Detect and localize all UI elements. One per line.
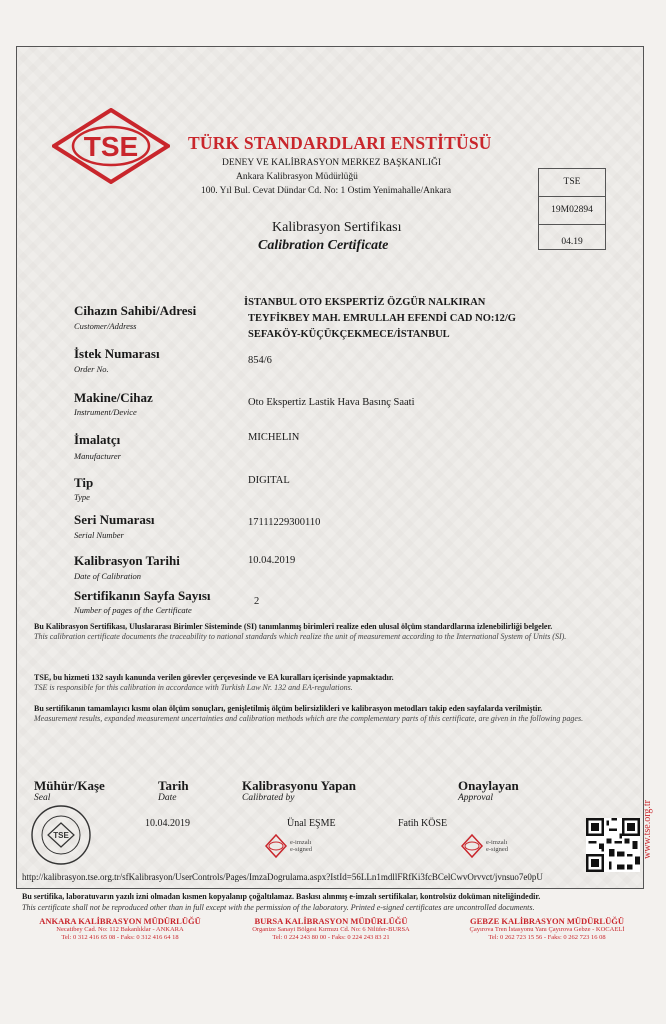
logo-text: TSE	[83, 131, 139, 162]
field-label-manufacturer: İmalatçı	[74, 432, 121, 447]
branch-gebze	[452, 916, 642, 942]
field-label-serial-en: Serial Number	[74, 530, 124, 540]
field-label-manufacturer-en: Manufacturer	[74, 451, 121, 461]
field-label-pages: Sertifikanın Sayfa Sayısı	[74, 588, 211, 603]
reference-box	[538, 168, 606, 250]
side-website: www.tse.org.tr	[642, 800, 653, 859]
seal-center-text: TSE	[53, 831, 69, 840]
footer-line-2: This certificate shall not be reproduced other than in full except with the permission of the laboratory. Printed e-signed certificates are uncontrolled documents.	[22, 903, 535, 912]
sig-date-value: 10.04.2019	[145, 818, 190, 829]
note-3-en: Measurement results, expanded measurement uncertainties and calibration methods which are the complementary parts of this certificate, are given in the following pages.	[34, 714, 584, 723]
note-3-tr: Bu sertifikanın tamamlayıcı kısmı olan ölçüm sonuçları, genişletilmiş ölçüm belirsizlikleri ve kalibrasyon metodları takip eden sayfalarda verilmiştir.	[34, 704, 543, 713]
field-label-serial: Seri Numarası	[74, 512, 155, 527]
note-2-tr: TSE, bu hizmeti 132 sayılı kanunda verilen görevler çerçevesinde ve EA kuralları içerisinde yapmaktadır.	[34, 673, 394, 682]
field-label-order-en: Order No.	[74, 364, 109, 374]
branch-phone: Tel: 0 312 416 65 08 - Faks: 0 312 416 64 18	[61, 934, 179, 941]
lab-name: Ankara Kalibrasyon Müdürlüğü	[236, 172, 358, 182]
org-name: TÜRK STANDARDLARI ENSTİTÜSÜ	[188, 133, 492, 153]
esign-line-1: e-imzalı	[486, 839, 508, 846]
field-label-customer-en: Customer/Address	[74, 321, 137, 331]
esign-line-1: e-imzalı	[290, 839, 312, 846]
sig-label-seal-en: Seal	[34, 793, 51, 803]
sig-label-calibrated: Kalibrasyonu Yapan	[242, 778, 357, 793]
note-3	[34, 704, 640, 724]
esign-line-2: e-signed	[486, 846, 509, 853]
field-label-date: Kalibrasyon Tarihi	[74, 553, 180, 568]
field-label-type: Tip	[74, 475, 94, 490]
type-value: DIGITAL	[248, 475, 290, 486]
branch-name: BURSA KALİBRASYON MÜDÜRLÜĞÜ	[254, 916, 408, 926]
sig-calibrated-value: Ünal EŞME	[287, 818, 336, 829]
esign-badge-2	[460, 833, 512, 864]
branch-phone: Tel: 0 224 243 80 00 - Faks: 0 224 243 83 21	[272, 934, 390, 941]
note-1-tr: Bu Kalibrasyon Sertifikası, Uluslararası Birimler Sisteminde (SI) tanımlanmış birimleri realize eden ulusal ölçüm standardlarına izlenebilirliği belgeler.	[34, 622, 553, 631]
customer-line-1: İSTANBUL OTO EKSPERTİZ ÖZGÜR NALKIRAN	[244, 297, 486, 308]
branch-name: GEBZE KALİBRASYON MÜDÜRLÜĞÜ	[470, 916, 624, 926]
ref-line-2: 19M02894	[539, 197, 605, 225]
branch-name: ANKARA KALİBRASYON MÜDÜRLÜĞÜ	[39, 916, 201, 926]
note-2-en: TSE is responsible for this calibration in accordance with Turkish Law Nr. 132 and EA-regulations.	[34, 683, 353, 692]
branch-ankara	[30, 916, 210, 942]
tse-logo	[52, 108, 170, 184]
branch-address: Çayırova Tren İstasyonu Yanı Çayırova Gebze - KOCAELİ	[469, 926, 625, 933]
ref-line-3: 04.19	[561, 237, 583, 247]
device-value: Oto Ekspertiz Lastik Hava Basınç Saati	[248, 397, 415, 408]
serial-value: 17111229300110	[248, 517, 321, 528]
field-label-order: İstek Numarası	[74, 346, 160, 361]
lab-address: 100. Yıl Bul. Cevat Dündar Cd. No: 1 Ostim Yenimahalle/Ankara	[201, 186, 452, 196]
note-1	[34, 622, 640, 642]
field-label-date-en: Date of Calibration	[74, 571, 142, 581]
title-en: Calibration Certificate	[258, 238, 389, 253]
footer-line-1: Bu sertifika, laboratuvarın yazılı izni olmadan kısmen kopyalanıp çoğaltılamaz. Baskısı alınmış e-imzalı sertifikalar, kontrolsüz doküman niteliğindedir.	[22, 892, 541, 901]
manufacturer-value: MICHELIN	[248, 432, 300, 443]
qr-code-icon[interactable]	[586, 818, 640, 872]
branch-address: Necatibey Cad. No: 112 Bakanlıklar - ANKARA	[56, 926, 184, 933]
sig-label-seal: Mühür/Kaşe	[34, 778, 105, 793]
customer-line-3: SEFAKÖY-KÜÇÜKÇEKMECE/İSTANBUL	[248, 329, 450, 340]
esign-line-2: e-signed	[290, 846, 313, 853]
note-2	[34, 673, 640, 693]
field-label-customer: Cihazın Sahibi/Adresi	[74, 303, 197, 318]
branch-bursa	[236, 916, 426, 942]
customer-line-2: TEYFİKBEY MAH. EMRULLAH EFENDİ CAD NO:12/G	[248, 313, 516, 324]
title-tr: Kalibrasyon Sertifikası	[272, 220, 402, 235]
department: DENEY VE KALİBRASYON MERKEZ BAŞKANLIĞI	[222, 158, 442, 168]
note-1-en: This calibration certificate documents the traceability to national standards which realize the unit of measurement according to the International System of Units (SI).	[34, 632, 567, 641]
ref-line-1: TSE	[539, 169, 605, 197]
branch-phone: Tel: 0 262 723 15 56 - Faks: 0 262 723 16 08	[488, 934, 606, 941]
field-label-device-en: Instrument/Device	[74, 407, 137, 417]
order-value: 854/6	[248, 355, 272, 366]
accreditation-seal-icon	[30, 804, 92, 866]
sig-label-date: Tarih	[158, 778, 189, 793]
esign-badge-1	[264, 833, 316, 864]
pages-value: 2	[254, 596, 260, 607]
field-label-pages-en: Number of pages of the Certificate	[74, 605, 192, 615]
sig-label-date-en: Date	[158, 793, 177, 803]
sig-label-approval: Onaylayan	[458, 778, 519, 793]
branch-address: Organize Sanayi Bölgesi Kırmızı Cd. No: 6 Nilüfer-BURSA	[252, 926, 410, 933]
field-label-device: Makine/Cihaz	[74, 390, 153, 405]
sig-approval-value: Fatih KÖSE	[398, 818, 448, 829]
sig-label-approval-en: Approval	[458, 793, 494, 803]
sig-label-calibrated-en: Calibrated by	[242, 793, 295, 803]
verification-link[interactable]: http://kalibrasyon.tse.org.tr/sfKalibrasyon/UserControls/Pages/ImzaDogrulama.aspx?IstId=56LLn1mdllFRfKi3fcBCelCwvOrvvct/jvnsuo7e0pU	[22, 872, 543, 882]
field-label-type-en: Type	[74, 492, 90, 502]
date-value: 10.04.2019	[248, 555, 296, 566]
